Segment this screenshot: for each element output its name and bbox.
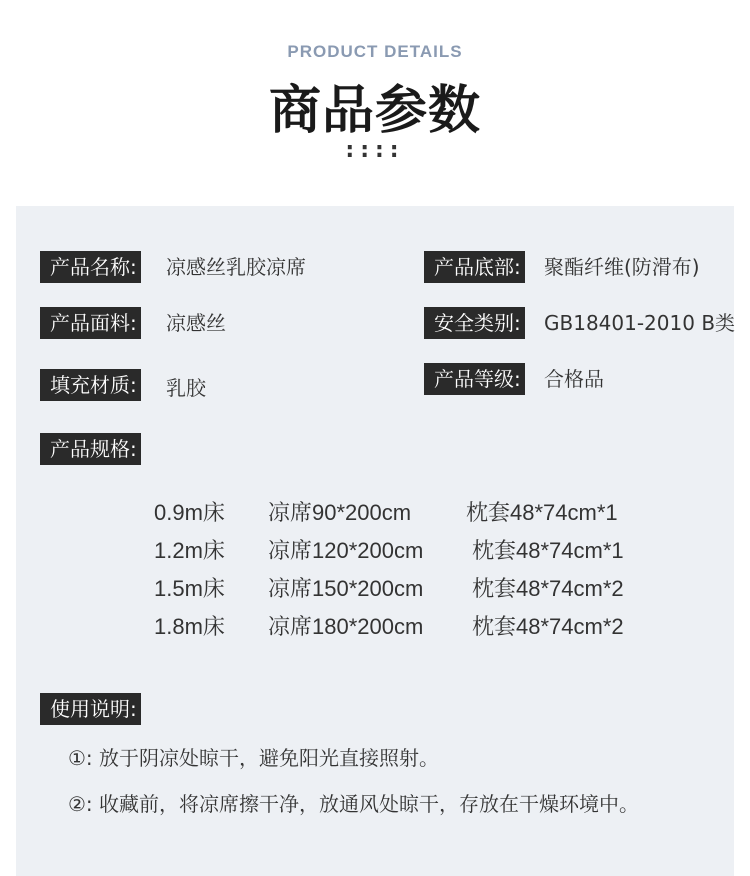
spec-bed: 1.2m床 (154, 538, 225, 563)
spec-mat: 凉席180*200cm (268, 614, 424, 639)
usage-item: ②: 收藏前，将凉席擦干净，放通风处晾干，存放在干燥环境中。 (68, 792, 640, 816)
header-subtitle: PRODUCT DETAILS (287, 42, 463, 61)
spec-mat: 凉席150*200cm (268, 576, 424, 601)
spec-mat: 凉席120*200cm (268, 538, 424, 563)
spec-pillow: 枕套48*74cm*2 (472, 576, 624, 601)
fabric-value: 凉感丝 (166, 311, 226, 335)
usage-item: ①: 放于阴凉处晾干，避免阳光直接照射。 (68, 746, 440, 770)
safety-value: GB18401-2010 B类 (544, 311, 736, 335)
spec-bed: 1.8m床 (154, 614, 225, 639)
spec-bed: 1.5m床 (154, 576, 225, 601)
filling-value: 乳胶 (166, 376, 206, 400)
bottom-value: 聚酯纤维(防滑布) (544, 255, 700, 279)
name-value: 凉感丝乳胶凉席 (166, 255, 306, 279)
fabric-label: 产品面料: (40, 307, 141, 339)
header-dots: :::: (345, 138, 405, 163)
name-label: 产品名称: (40, 251, 141, 283)
filling-label: 填充材质: (40, 369, 141, 401)
page-title: 商品参数 (268, 81, 481, 141)
safety-label: 安全类别: (424, 307, 525, 339)
grade-label: 产品等级: (424, 363, 525, 395)
product-params-panel (16, 206, 734, 876)
spec-label: 产品规格: (40, 433, 141, 465)
spec-mat: 凉席90*200cm (268, 500, 412, 525)
grade-value: 合格品 (544, 367, 604, 391)
spec-pillow: 枕套48*74cm*2 (472, 614, 624, 639)
spec-bed: 0.9m床 (154, 500, 225, 525)
bottom-label: 产品底部: (424, 251, 525, 283)
spec-pillow: 枕套48*74cm*1 (472, 538, 624, 563)
usage-label: 使用说明: (40, 693, 141, 725)
spec-pillow: 枕套48*74cm*1 (466, 500, 618, 525)
